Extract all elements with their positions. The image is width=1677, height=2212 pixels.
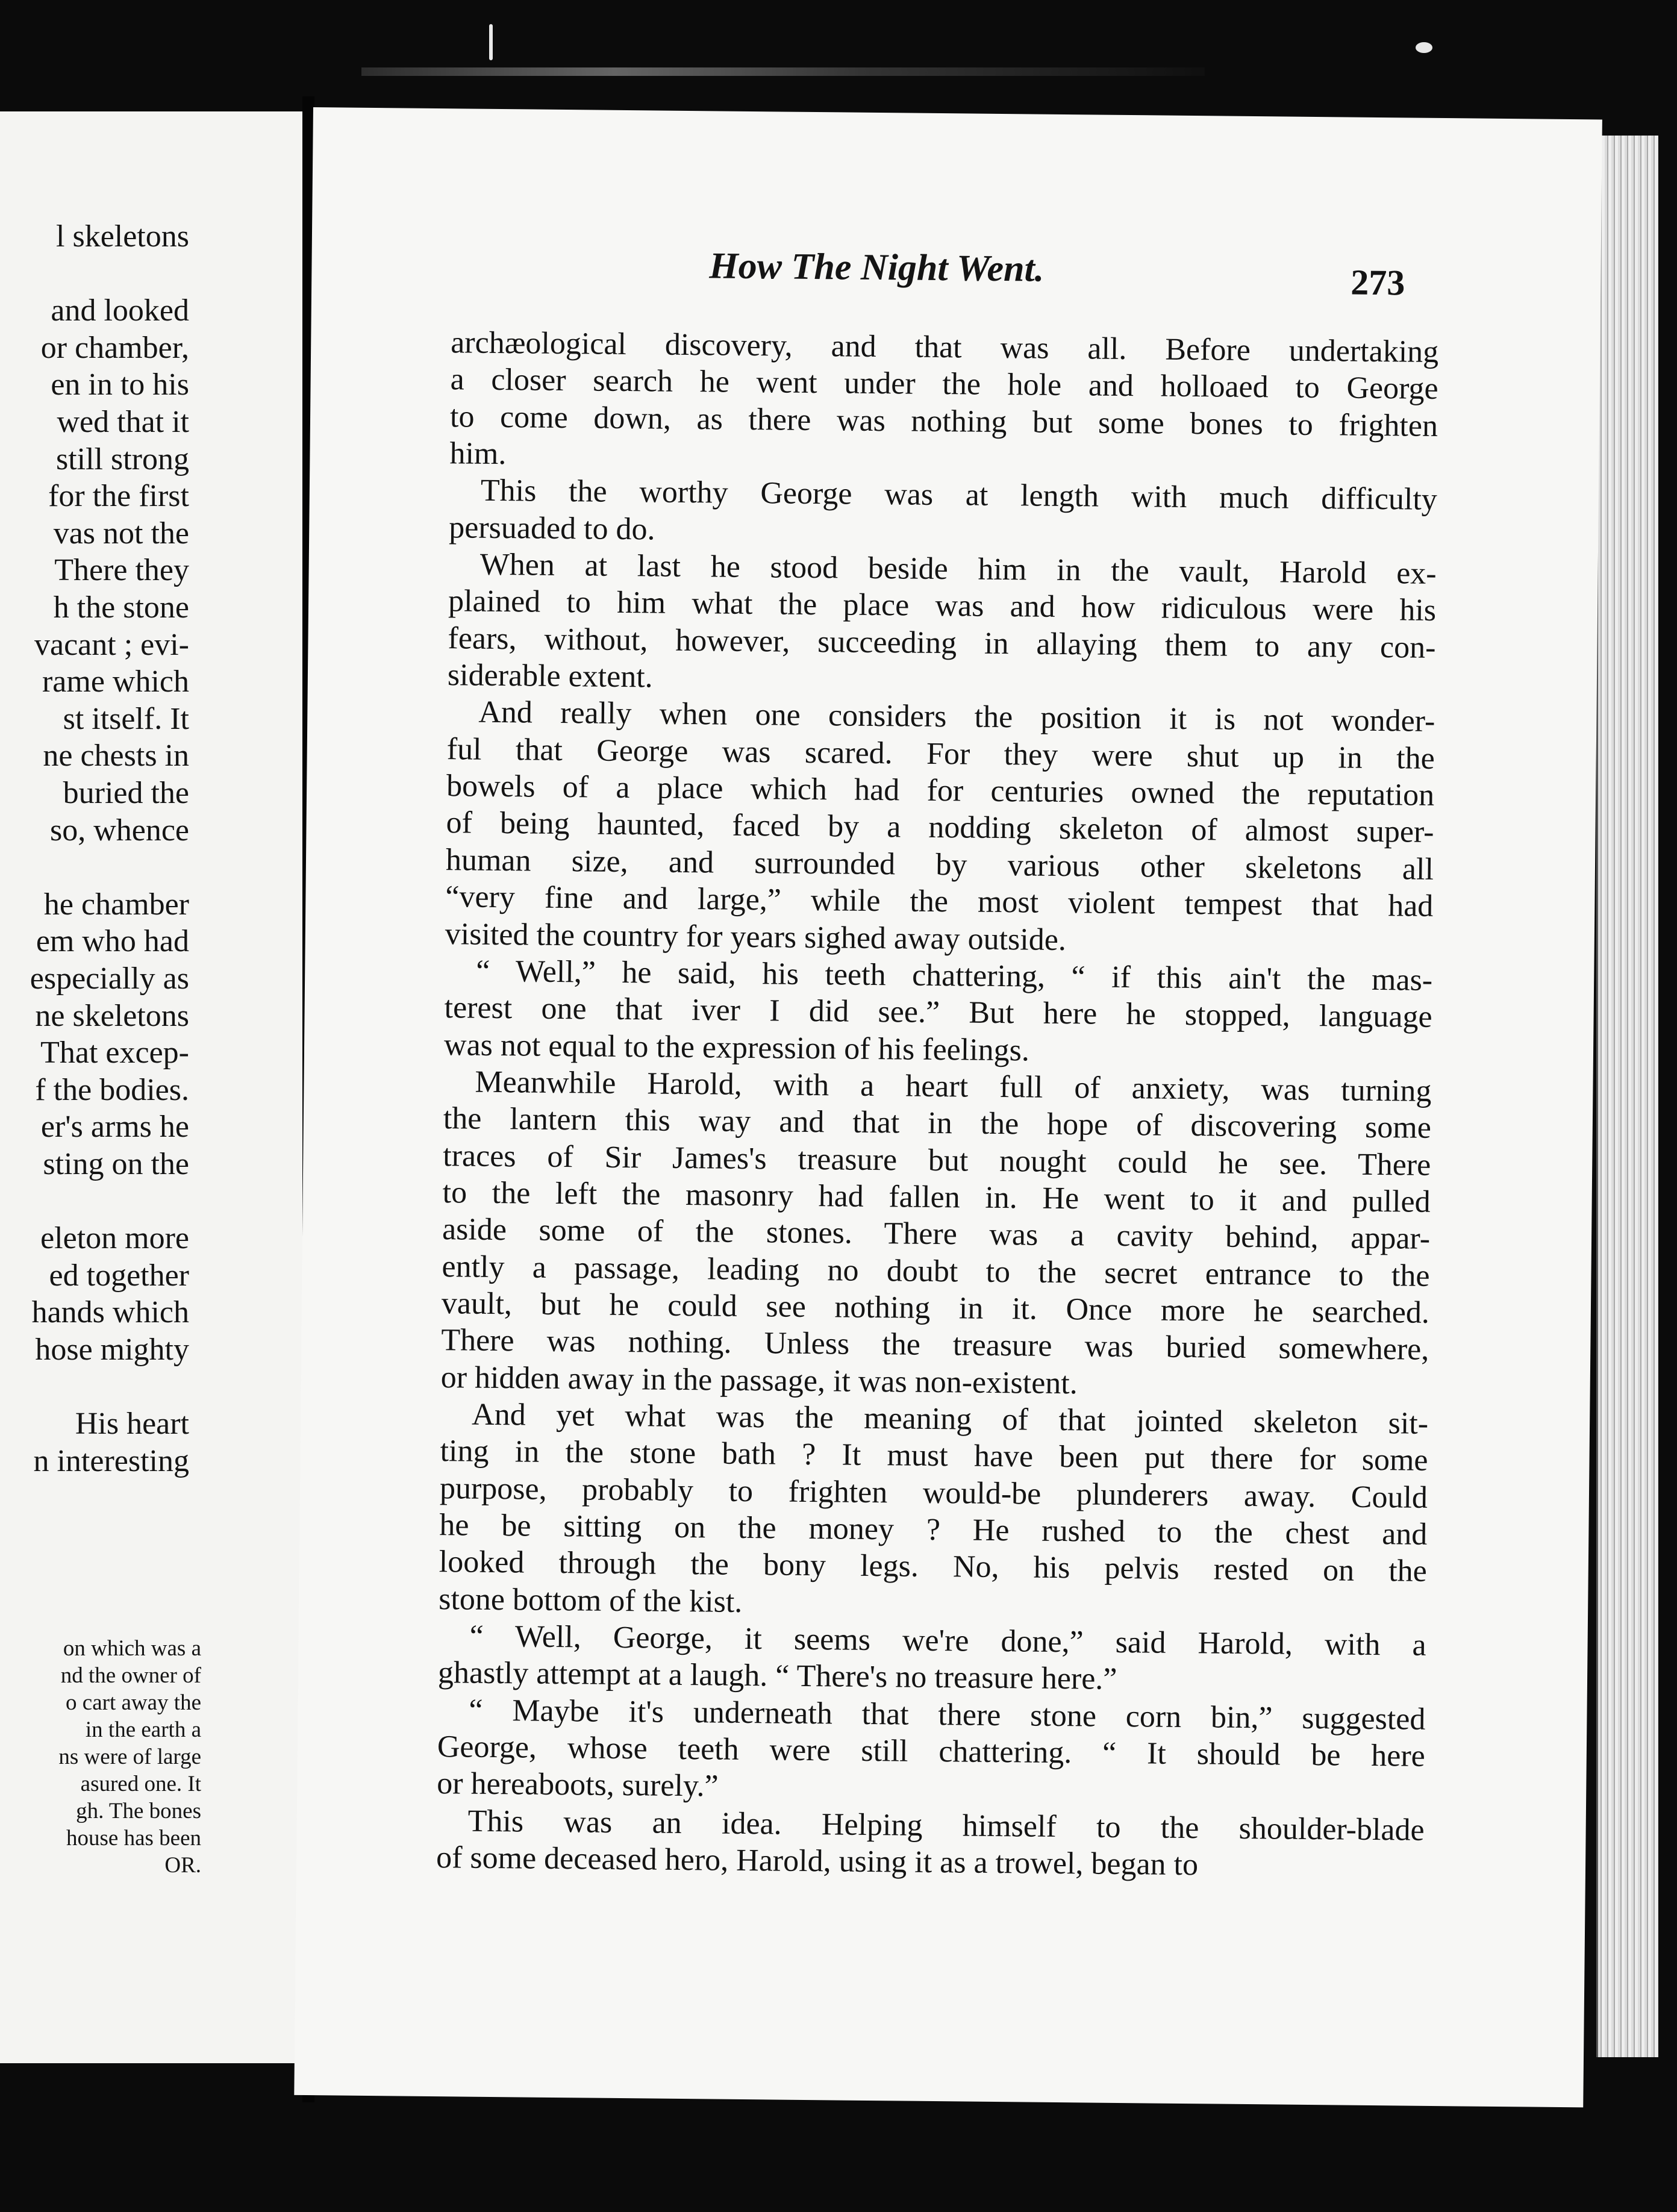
text-line: looked through the bony legs. No, his pelvis rested on the bbox=[439, 1545, 1428, 1589]
footnote-line: house has been bbox=[66, 1826, 201, 1851]
text-line: This was an idea. Helping himself to the shoulder-blade bbox=[467, 1804, 1425, 1848]
dust-speck bbox=[489, 24, 493, 60]
facing-page-line: especially as bbox=[30, 961, 189, 996]
text-line: the lantern this way and that in the hope of discovering some bbox=[443, 1101, 1432, 1146]
facing-page-line: h the stone bbox=[53, 590, 189, 625]
facing-page-line: rame which bbox=[42, 664, 189, 699]
facing-page-line: buried the bbox=[63, 776, 189, 810]
facing-page-line: and looked bbox=[51, 293, 189, 328]
text-line: George, whose teeth were still chattering. “ It should be here bbox=[437, 1729, 1426, 1773]
footnote-line: o cart away the bbox=[66, 1690, 201, 1715]
scan-border-artifact bbox=[361, 67, 1205, 76]
text-line: terest one that iver I did see.” But here he stopped, language bbox=[444, 990, 1432, 1035]
text-line: or hereaboots, surely.” bbox=[437, 1766, 719, 1804]
text-line: “ Well, George, it seems we're done,” said Harold, with a bbox=[469, 1619, 1426, 1663]
facing-page-line: st itself. It bbox=[63, 701, 189, 736]
text-line: traces of Sir James's treasure but nought could he see. There bbox=[443, 1138, 1431, 1183]
body-text bbox=[436, 324, 1439, 1886]
text-line: “ Maybe it's underneath that there stone corn bin,” suggested bbox=[469, 1693, 1426, 1737]
facing-page-line: ne chests in bbox=[43, 739, 189, 773]
facing-page-line: There they bbox=[54, 553, 189, 588]
facing-page-line: em who had bbox=[36, 924, 189, 959]
text-line: of being haunted, faced by a nodding skeleton of almost super- bbox=[446, 805, 1434, 850]
running-head: How The Night Went. bbox=[709, 245, 1045, 290]
footnote-line: OR. bbox=[164, 1853, 201, 1878]
facing-page-line: en in to his bbox=[51, 367, 189, 402]
text-line: aside some of the stones. There was a cavity behind, appar- bbox=[442, 1212, 1431, 1257]
text-line: And really when one considers the position it is not wonder- bbox=[478, 695, 1435, 739]
text-line: him. bbox=[449, 436, 507, 472]
facing-page-line: or chamber, bbox=[40, 330, 189, 365]
footnote-line: asured one. It bbox=[80, 1772, 201, 1796]
text-line: “ Well,” he said, his teeth chattering, “ if this ain't the mas- bbox=[475, 954, 1433, 998]
facing-page-line: wed that it bbox=[57, 405, 189, 439]
text-line: to the left the masonry had fallen in. He went to it and pulled bbox=[442, 1175, 1431, 1219]
facing-page-line: eleton more bbox=[40, 1221, 189, 1256]
text-line: There was nothing. Unless the treasure was buried somewhere, bbox=[441, 1323, 1429, 1367]
text-line: Meanwhile Harold, with a heart full of anxiety, was turning bbox=[475, 1064, 1432, 1108]
footnote-line: in the earth a bbox=[85, 1717, 201, 1742]
text-line: visited the country for years sighed away outside. bbox=[445, 916, 1067, 957]
text-line: bowels of a place which had for centuries owned the reputation bbox=[446, 769, 1435, 813]
facing-page-line: ed together bbox=[49, 1258, 189, 1293]
text-line: was not equal to the expression of his feelings. bbox=[443, 1027, 1030, 1068]
text-line: a closer search he went under the hole and holloaed to George bbox=[450, 362, 1438, 407]
text-line: to come down, as there was nothing but some bones to frighten bbox=[449, 399, 1438, 443]
page-number: 273 bbox=[1350, 262, 1405, 303]
text-line: “very fine and large,” while the most violent tempest that had bbox=[445, 879, 1434, 924]
facing-page-line: That excep- bbox=[40, 1036, 189, 1070]
text-line: purpose, probably to frighten would-be plunderers away. Could bbox=[439, 1470, 1428, 1515]
facing-page-line: still strong bbox=[55, 442, 189, 476]
text-line: vault, but he could see nothing in it. Once more he searched. bbox=[441, 1286, 1430, 1330]
text-line: ful that George was scared. For they were shut up in the bbox=[446, 731, 1435, 776]
facing-page-line: sting on the bbox=[43, 1147, 189, 1181]
facing-page-line: er's arms he bbox=[40, 1110, 189, 1145]
text-line: This the worthy George was at length with much difficulty bbox=[480, 473, 1438, 517]
facing-page-line: so, whence bbox=[49, 813, 189, 848]
text-line: persuaded to do. bbox=[449, 510, 655, 547]
page-stack-edge bbox=[1596, 136, 1658, 2057]
text-line: fears, without, however, succeeding in allaying them to any con- bbox=[448, 620, 1436, 665]
facing-page-line: vacant ; evi- bbox=[34, 627, 189, 662]
text-line: of some deceased hero, Harold, using it as a trowel, began to bbox=[436, 1840, 1199, 1882]
book-page-right bbox=[294, 107, 1602, 2107]
facing-page-line: n interesting bbox=[33, 1443, 189, 1478]
text-line: And yet what was the meaning of that jointed skeleton sit- bbox=[471, 1397, 1429, 1441]
text-line: or hidden away in the passage, it was non-existent. bbox=[440, 1360, 1078, 1401]
dust-speck bbox=[1416, 42, 1432, 53]
text-line: siderable extent. bbox=[447, 658, 653, 695]
footnote-line: nd the owner of bbox=[60, 1663, 201, 1688]
facing-page-line: f the bodies. bbox=[35, 1072, 189, 1107]
facing-page-line: ne skeletons bbox=[35, 998, 189, 1033]
text-line: plained to him what the place was and how ridiculous were his bbox=[448, 584, 1437, 628]
facing-page-line: he chamber bbox=[43, 887, 189, 922]
text-line: ting in the stone bath ? It must have been put there for some bbox=[440, 1434, 1428, 1478]
text-line: stone bottom of the kist. bbox=[438, 1581, 743, 1619]
facing-page-left bbox=[0, 111, 302, 2063]
footnote-line: on which was a bbox=[63, 1636, 201, 1661]
facing-page-line: hose mighty bbox=[35, 1333, 189, 1367]
text-line: When at last he stood beside him in the vault, Harold ex- bbox=[479, 547, 1437, 591]
text-line: archæological discovery, and that was all. Before undertaking bbox=[450, 325, 1439, 369]
footnote-line: ns were of large bbox=[58, 1745, 201, 1769]
text-line: he be sitting on the money ? He rushed to the chest and bbox=[439, 1508, 1428, 1552]
text-line: ently a passage, leading no doubt to the secret entrance to the bbox=[442, 1249, 1430, 1293]
facing-page-line: His heart bbox=[75, 1407, 189, 1442]
text-line: human size, and surrounded by various other skeletons all bbox=[445, 842, 1434, 887]
facing-page-line: l skeletons bbox=[56, 219, 189, 254]
facing-page-line: for the first bbox=[48, 479, 189, 514]
footnote-line: gh. The bones bbox=[76, 1799, 201, 1823]
facing-page-line: hands which bbox=[31, 1295, 189, 1330]
facing-page-line: vas not the bbox=[53, 516, 189, 551]
text-line: ghastly attempt at a laugh. “ There's no treasure here.” bbox=[437, 1655, 1117, 1697]
